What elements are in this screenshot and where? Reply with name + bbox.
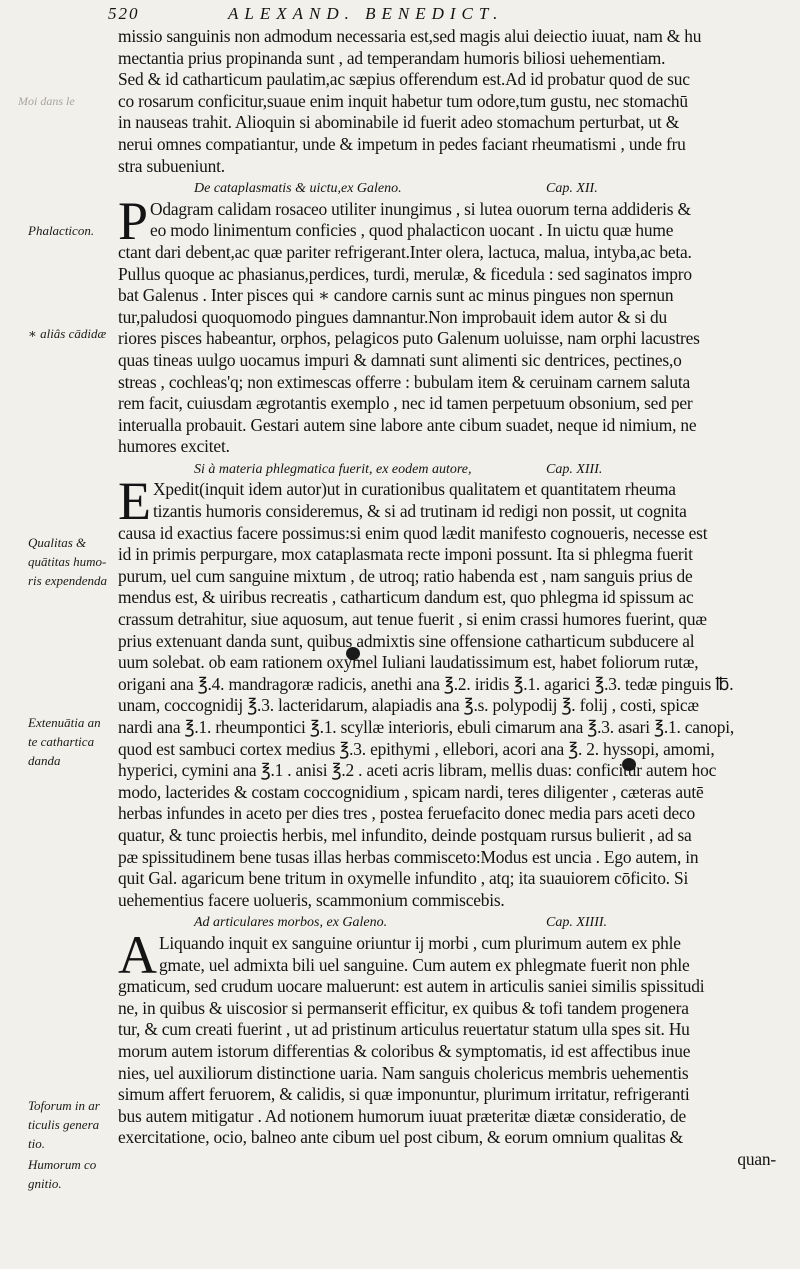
text-line: quod est sambuci cortex medius ℥.3. epithymi , ellebori, acori ana ℥. 2. hyssopi, amomi, bbox=[118, 738, 715, 759]
text-line: tur,paludosi quoquomodo pingues damnantur.Non improbauit idem autor & si du bbox=[118, 306, 667, 327]
text-line: streas , cochleas'q; non extimescas offerre : bubulam item & ceruinam carnem saluta bbox=[118, 371, 690, 392]
text-line: ctant dari debent,ac quæ pariter refrigerant.Inter olera, lactuca, malua, intyba,ac beta. bbox=[118, 241, 692, 262]
text-line: riores pisces habeantur, orphos, pelagicos puto Galenum uoluisse, nam orphi lacustres bbox=[118, 328, 700, 349]
text-line: nies, uel auxiliorum distinctione uaria. Nam sanguis cholericus membris uehementis bbox=[118, 1062, 689, 1083]
main-text bbox=[118, 26, 776, 1170]
drop-cap: P bbox=[118, 190, 149, 251]
margin-note-alias-candidae: ∗ aliâs cādidæ bbox=[28, 326, 107, 341]
text-line: morum autem istorum differentias & coloribus & symptomatis, id est affectibus inue bbox=[118, 1040, 691, 1061]
text-line: prius extenuant danda sunt, quibus admixtis sine offensione catharticum subducere al bbox=[118, 630, 695, 651]
margin-note-extenuantia: Extenuātia an te cathartica danda bbox=[28, 715, 101, 768]
drop-cap: A bbox=[118, 924, 157, 985]
chapter-number: Cap. XIII. bbox=[546, 461, 603, 477]
chapter-heading-13 bbox=[118, 458, 776, 480]
text-line: uehementius facere uolueris, scammonium commiscebis. bbox=[118, 889, 505, 910]
text-line: simum affert feruorem, & calidis, si quæ imponuntur, plurimum irritatur, refrigeranti bbox=[118, 1084, 690, 1105]
text-line: unam, coccognidij ℥.3. lacteridarum, alapiadis ana ℥.s. polypodij ℥. folij , costi, spicæ bbox=[118, 695, 699, 716]
section-continuation bbox=[118, 26, 776, 177]
margin-note-phalacticon: Phalacticon. bbox=[28, 223, 95, 238]
margin-note-qualitas: Qualitas & quātitas humo- ris expendenda bbox=[28, 535, 108, 588]
text-line: exercitatione, ocio, balneo ante cibum uel post cibum, & eorum omnium qualitas & bbox=[118, 1127, 683, 1148]
chapter-12-text bbox=[118, 190, 776, 458]
text-line: origani ana ℥.4. mandragoræ radicis, anethi ana ℥.2. iridis ℥.1. agarici ℥.3. tedæ pinguis ℔. bbox=[118, 673, 734, 694]
chapter-title: Si à materia phlegmatica fuerit, ex eodem autore, bbox=[194, 461, 472, 477]
chapter-number: Cap. XII. bbox=[546, 181, 598, 197]
text-line: nardi ana ℥.1. rheumpontici ℥.1. scyllæ interioris, ebuli cimarum ana ℥.3. asari ℥.1. canopi, bbox=[118, 717, 735, 737]
text-line: co rosarum conficitur,suaue enim inquit habetur tum odore,tum gustu, nec stomachū bbox=[118, 90, 688, 111]
text-line: Odagram calidam rosaceo utiliter inungimus , si lutea ouorum terna addideris & bbox=[150, 198, 691, 219]
text-line: herbas infundes in aceto per dies tres , postea feruefacito donec media pars aceti deco bbox=[118, 803, 695, 824]
text-line: eo modo linimentum conficies , quod phalacticon uocant . In uictu quæ hume bbox=[150, 220, 674, 241]
text-line: interualla probauit. Gestari autem sine labore ante cibum suadet, neque id nimium, ne bbox=[118, 414, 697, 435]
text-line: ne, in quibus & uiscosior si permanserit efficitur, ex quibus & tofi tandem progenera bbox=[118, 997, 689, 1018]
text-line: in nauseas trahit. Alioquin si abominabile id fuerit adeo stomachum perturbat, ut & bbox=[118, 112, 680, 133]
text-line: quatur, & tunc proiectis herbis, mel infundito, deinde postquam rursus bulierit , ad sa bbox=[118, 824, 692, 845]
text-line: humores excitet. bbox=[118, 436, 230, 457]
text-line: tizantis humoris consideremus, & si ad trutinam id redigi non possit, ut cognita bbox=[153, 501, 687, 522]
text-line: modo, lacterides & costam coccognidium , spicam nardi, teres diligenter , cæteras autē bbox=[118, 781, 704, 802]
chapter-heading-14 bbox=[118, 911, 776, 933]
margin-note-toforum: Toforum in ar ticulis genera tio. bbox=[28, 1098, 100, 1151]
chapter-title: De cataplasmatis & uictu,ex Galeno. bbox=[194, 181, 402, 197]
text-line: quit Gal. agaricum bene tritum in oxymelle infundito , atq; ita suauiorem cōficito. Si bbox=[118, 868, 689, 889]
text-line: rem facit, cuiusdam ægrotantis exemplo , nec id tamen perpetuum obsonium, sed per bbox=[118, 393, 693, 414]
margin-note-humorum: Humorum co gnitio. bbox=[28, 1157, 97, 1191]
text-line: mectantia prius propinanda sunt , ad temperandam humoris biliosi uehementiam. bbox=[118, 47, 666, 68]
chapter-13-text bbox=[118, 471, 776, 911]
text-line: bus autem mitigatur . Ad notionem humorum iuuat præteritæ diætæ consideratio, de bbox=[118, 1105, 686, 1126]
text-line: uum solebat. ob eam rationem oxymel Iuliani laudatissimum est, habet foliorum rutæ, bbox=[118, 652, 699, 673]
chapter-number: Cap. XIIII. bbox=[546, 915, 608, 931]
text-line: stra subueniunt. bbox=[118, 155, 225, 176]
text-line: tur, & cum creati fuerint , ut ad pristinum articulus reuertatur statum ulla spes sit. Hu bbox=[118, 1019, 690, 1040]
text-line: hyperici, cymini ana ℥.1 . anisi ℥.2 . aceti acris libram, mellis duas: conficitur autem hoc bbox=[118, 760, 717, 781]
text-line: Sed & id catharticum paulatim,ac sæpius offerendum est.Ad id probatur quod de suc bbox=[118, 69, 690, 90]
text-line: missio sanguinis non admodum necessaria est,sed magis alui deiectio iuuat, nam & hu bbox=[118, 26, 702, 46]
text-line: nerui omnes compatiantur, unde & impetum in pedes faciant rheumatismi , unde fru bbox=[118, 133, 686, 154]
text-line: gmate, uel admixta bili uel sanguine. Cum autem ex phlegmate fuerit non phle bbox=[159, 954, 690, 975]
text-line: Liquando inquit ex sanguine oriuntur ij morbi , cum plurimum autem ex phle bbox=[159, 932, 681, 953]
chapter-title: Ad articulares morbos, ex Galeno. bbox=[194, 915, 388, 931]
text-line: bat Galenus . Inter pisces qui ∗ candore carnis sunt ac minus pingues non spernun bbox=[118, 285, 674, 306]
page-number: 520 bbox=[108, 4, 140, 23]
text-line: causa id exactius facere possimus:si enim quod lædit manifesto cognoueris, necesse est bbox=[118, 522, 708, 543]
text-line: id in primis perpurgare, mox cataplasmata recte imponi possunt. Ita si phlegma fuerit bbox=[118, 544, 693, 565]
running-title: ALEXAND. BENEDICT. bbox=[228, 4, 504, 23]
catchword: quan- bbox=[737, 1148, 776, 1169]
text-line: Xpedit(inquit idem autor)ut in curationibus qualitatem et quantitatem rheuma bbox=[153, 479, 676, 500]
chapter-heading-12 bbox=[118, 177, 776, 199]
running-head bbox=[108, 4, 760, 26]
text-line: Pullus quoque ac phasianus,perdices, turdi, merulæ, & ficedula : sed saginatos impro bbox=[118, 263, 692, 284]
text-line: mendus est, & uiribus recreatis , catharticum dandum est, quo phlegma id spissum ac bbox=[118, 587, 694, 608]
drop-cap: E bbox=[118, 471, 151, 532]
bleed-through-text: Moi dans le bbox=[18, 94, 75, 108]
text-line: crassum detrahitur, siue aquosum, aut tenue fuerit , si enim crassi humores fuerint, quæ bbox=[118, 609, 707, 630]
text-line: purum, uel cum sanguine mixtum , de utroq; ratio habenda est , nam sanguis prius de bbox=[118, 565, 693, 586]
text-line: gmaticum, sed crudum uocare maluerunt: est autem in articulis saniei similis spissitudi bbox=[118, 976, 705, 997]
chapter-14-text bbox=[118, 924, 776, 1171]
text-line: pæ spissitudinem bene tusas illas herbas commisceto:Modus est uncia . Ego autem, in bbox=[118, 846, 699, 867]
text-line: quas tineas uulgo uocamus impuri & damnati sunt alimenti sic dentrices, pectines,o bbox=[118, 349, 682, 370]
